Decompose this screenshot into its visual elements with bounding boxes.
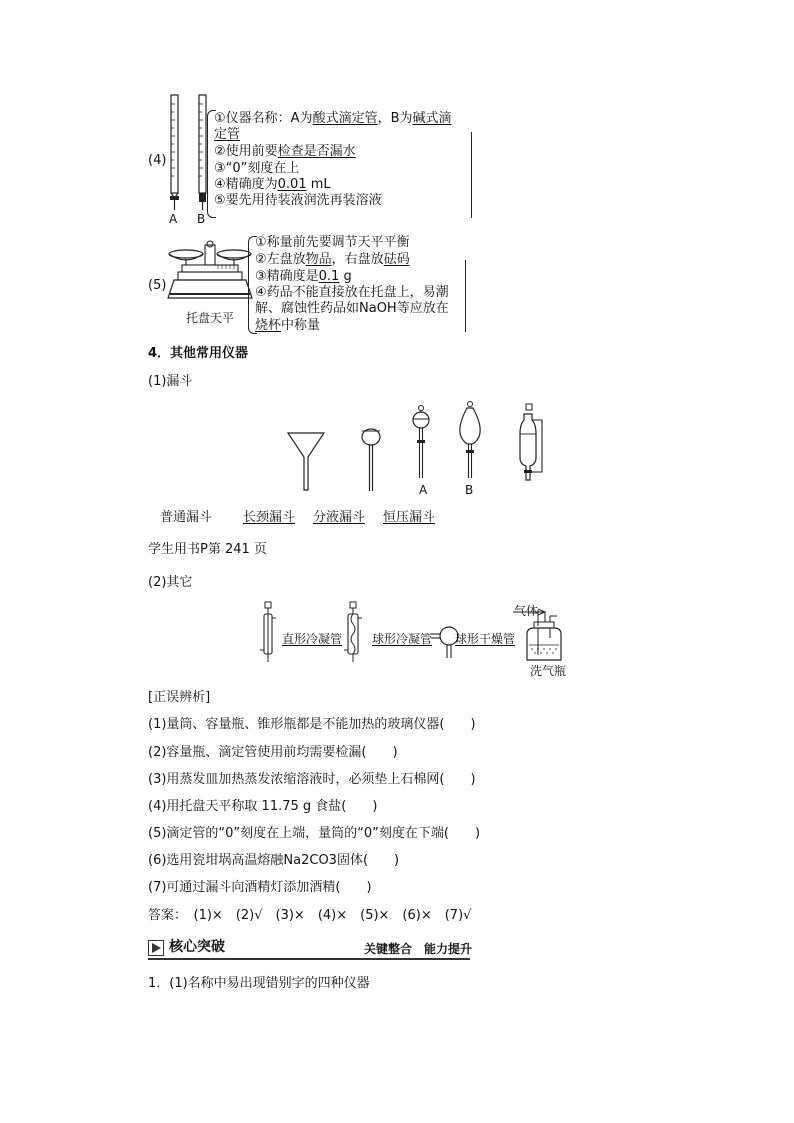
item4-line1-pre: ①仪器名称：A为 — [214, 111, 313, 126]
core-banner-subtitle: 关键整合 能力提升 — [364, 942, 473, 956]
item5-line3-pre: ③精确度是 — [255, 269, 319, 284]
label-bulb-condenser: 球形冷凝管 — [372, 632, 433, 646]
item5-number: (5) — [148, 278, 167, 293]
funnel-heading: (1)漏斗 — [148, 374, 193, 389]
judgement-item-7: (7)可通过漏斗向酒精灯添加酒精( ) — [148, 880, 372, 895]
label-constant-pressure-funnel: 恒压漏斗 — [383, 510, 436, 525]
item5-line1: ①称量前先要调节天平平衡 — [255, 235, 410, 250]
label-long-neck-funnel: 长颈漏斗 — [243, 510, 296, 525]
burette-label-a: A — [169, 212, 178, 226]
section4-title: 4．其他常用仪器 — [148, 346, 249, 361]
judgement-item-6: (6)选用瓷坩埚高温熔融Na2CO3固体( ) — [148, 853, 400, 868]
right-pan-term: 砝码 — [383, 252, 410, 267]
item5-line5: 解、腐蚀性药品如NaOH等应放在 — [255, 301, 449, 316]
item4-line4 — [214, 177, 331, 193]
other-heading: (2)其它 — [148, 575, 193, 590]
funnel-illustrations — [280, 400, 550, 500]
item4-line1-cont — [214, 127, 240, 143]
label-wash-bottle: 洗气瓶 — [530, 664, 567, 678]
judgement-item-1: (1)量筒、容量瓶、锥形瓶都是不能加热的玻璃仪器( ) — [148, 717, 476, 732]
item5-right-rule — [465, 260, 466, 332]
answer-line: 答案： (1)× (2)√ (3)× (4)× (5)× (6)× (7)√ — [148, 908, 472, 923]
label-separatory-funnel: 分液漏斗 — [313, 510, 366, 525]
item4-number: (4) — [148, 153, 167, 168]
sep-funnel-label-b: B — [465, 483, 474, 497]
judgement-title: [正误辨析] — [148, 690, 211, 705]
core-banner — [148, 938, 473, 960]
judgement-item-4: (4)用托盘天平称取 11.75 g 食盐( ) — [148, 799, 378, 814]
left-pan-term: 物品 — [305, 252, 332, 267]
item5-line3 — [255, 269, 352, 285]
item4-right-rule — [471, 132, 472, 218]
play-triangle-icon — [148, 940, 164, 956]
burette-label-b: B — [197, 212, 206, 226]
check-leak-term: 检查是否漏水 — [277, 144, 356, 159]
label-gas: 气体 — [514, 604, 539, 618]
burette-precision: 0.01 — [277, 177, 307, 192]
judgement-item-2: (2)容量瓶、滴定管使用前均需要检漏( ) — [148, 745, 398, 760]
balance-illustration — [166, 240, 254, 308]
base-burette-term-cont: 定管 — [214, 127, 241, 142]
item5-line2-pre: ②左盘放 — [255, 252, 306, 267]
item5-line2 — [255, 252, 410, 268]
last-line: 1．(1)名称中易出现错别字的四种仪器 — [148, 976, 370, 991]
label-ordinary-funnel: 普通漏斗 — [160, 510, 213, 525]
item4-line1 — [214, 111, 452, 127]
base-burette-term: 碱式滴 — [412, 111, 452, 126]
item4-line5: ⑤要先用待装液润洗再装溶液 — [214, 193, 382, 208]
item5-line6-post: 中称量 — [281, 318, 321, 333]
item4-line2-pre: ②使用前要 — [214, 144, 278, 159]
label-drying-tube: 球形干燥管 — [455, 632, 516, 646]
item4-line4-unit: mL — [306, 177, 331, 192]
acid-burette-term: 酸式滴定管 — [312, 111, 378, 126]
label-straight-condenser: 直形冷凝管 — [282, 632, 343, 646]
item4-line2 — [214, 144, 356, 160]
item5-line4: ④药品不能直接放在托盘上，易潮 — [255, 285, 449, 300]
sep-funnel-label-a: A — [419, 483, 428, 497]
item4-line3: ③“0”刻度在上 — [214, 161, 300, 176]
balance-precision: 0.1 — [318, 269, 340, 284]
judgement-item-5: (5)滴定管的“0”刻度在上端，量筒的“0”刻度在下端( ) — [148, 826, 481, 841]
item5-line2-mid: ，右盘放 — [331, 252, 384, 267]
judgement-item-3: (3)用蒸发皿加热蒸发浓缩溶液时，必须垫上石棉网( ) — [148, 772, 476, 787]
core-banner-title: 核心突破 — [169, 939, 225, 955]
item5-line6 — [255, 318, 320, 334]
page-reference: 学生用书P第 241 页 — [148, 542, 267, 557]
beaker-term: 烧杯 — [255, 318, 282, 333]
item4-line1-mid: ，B为 — [377, 111, 413, 126]
item4-line4-pre: ④精确度为 — [214, 177, 278, 192]
item5-line3-unit: g — [339, 269, 352, 284]
balance-caption: 托盘天平 — [186, 311, 235, 325]
